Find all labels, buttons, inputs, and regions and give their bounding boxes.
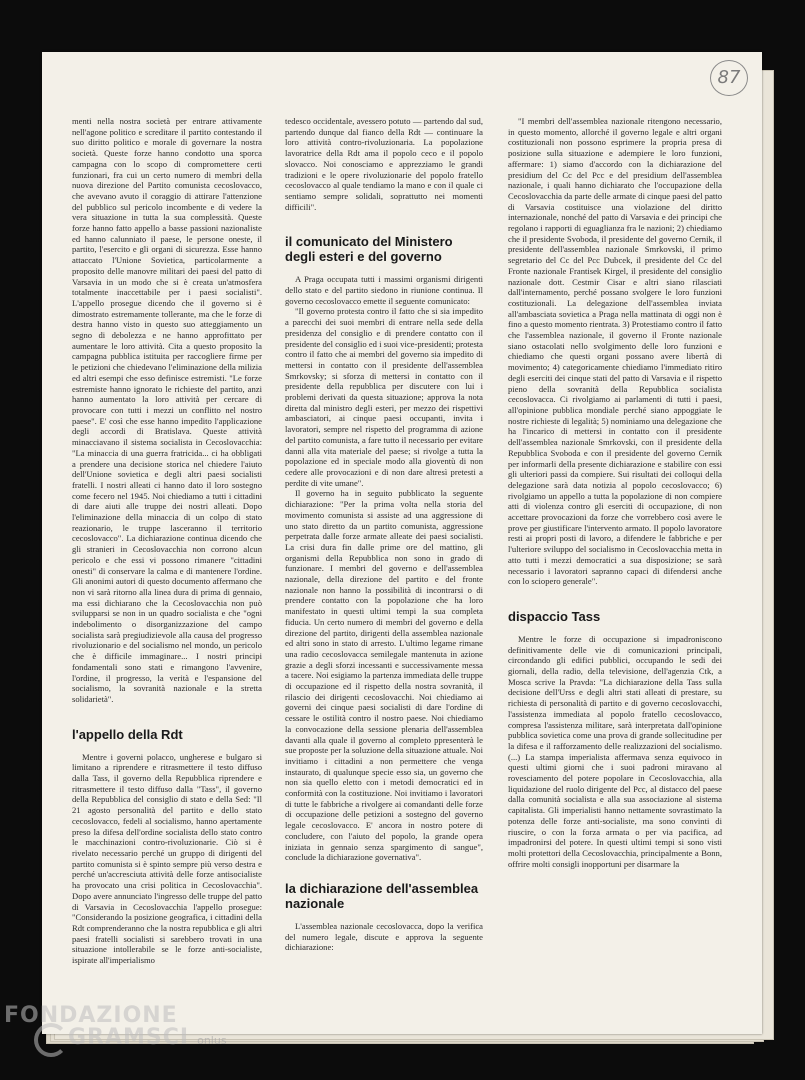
- heading-appello-rdt: l'appello della Rdt: [72, 726, 183, 742]
- logo-g-icon: [34, 1023, 68, 1057]
- column-3: [508, 116, 722, 869]
- paragraph: Il governo ha in seguito pubblicato la seguente dichiarazione: "Per la prima volta nella storia del movimento comunista si assiste ad una aggressione di uno stato diretto da un partito comunista, aggressione perpetrata dalle forze armate alleate dei paesi socialisti. La crisi dura fin dalle prime ore del mattino, gli organismi della Repubblica non sono in grado di funzionare. I membri del governo e dell'assemblea nazionale, della direzione del partito e del fronte nazionale non hanno la possibilità di incontrarsi o di prendere contatto con la popolazione che ha loro manifestato in questi ultimi tempi la sua completa fiducia. Un certo numero di membri del governo e della direzione del partito, dirigenti della assemblea nazionale ed altri sono in stato di arresto. L'ultimo legame rimane una radio cecoslovacca semilegale mantenuta in azione grazie a degli sforzi incessanti e successivamente messa a tacere. Noi esigiamo la partenza immediata delle truppe di occupazione ed il rispetto della nostra sovranità, il rilascio dei dirigenti cecoslovacchi. Noi chiediamo ai governi dei cinque paesi socialisti di dare l'ordine di cessare le ostilità contro il nostro paese. Noi chiediamo la convocazione della sessione plenaria dell'assemblea davanti alla quale il governo al completo ppresenterà le sue proposte per la soluzione della situazione attuale. Noi invitiamo i cittadini a non permettere che venga instaurato, di qualunque specie esso sia, un governo che non sia quello eletto con i metodi democratici ed in conformità con la costituzione. Noi invitiamo i lavoratori di tutte le fabbriche a rivolgere ai comandanti delle forze di occupazione delle petizioni a sostegno del governo legale cecoslovacco. E' ancora in nostro potere di concludere, con l'aiuto del popolo, la grande opera iniziata in gennaio senza spargimento di sangue", conclude la dichiarazione governativa".: [285, 488, 483, 863]
- paragraph: "Il governo protesta contro il fatto che si sia impedito a parecchi dei suoi membri di entrare nella sede della presidenza del consiglio e di prendere contatto con il presidente del consiglio ed i suoi vice-presidenti; protesta contro il fatto che ai membri del governo sia impedito di mettersi in contatto con il presidente dell'assemblea Smrkovsky; si sforza di mettersi in contatto con il presidente della repubblica per discutere con lui i problemi derivati da questa situazione; approva la nota diretta dal ministro degli esteri, per mezzo dei rispettivi ambasciatori, ai cinque paesi occupanti, invita i lavoratori, sempre nel rispetto del programma di azione del partito comunista, a fare tutto il necessario per evitare danni alla vita materiale del paese; si rivolge a tutta la popolazione ed in speciale modo alla gioventù di non cedere alle provocazioni e di non dare altresì pretesti a perdite di vite umane".: [285, 306, 483, 488]
- paragraph: tedesco occidentale, avessero potuto — partendo dal sud, partendo dunque dal fianco della Rdt — continuare la loro attività contro-rivoluzionaria. La popolazione lavoratrice della Rdt ama il popolo ceco e il popolo slovacco. Noi conosciamo e apprezziamo le grandi tradizioni e le opere rivoluzionarie del popolo fratello cecoslovacco al quale tendiamo la mano e con il quale ci sentiamo sempre solidali, soprattutto nei momenti difficili".: [285, 116, 483, 212]
- paragraph: A Praga occupata tutti i massimi organismi dirigenti dello stato e del partito siedono in riunione continua. Il governo cecoslovacco emette il seguente comunicato:: [285, 274, 483, 306]
- page-number: 87: [710, 60, 748, 96]
- column-1: [72, 116, 262, 966]
- watermark-line2: GRAMSCI: [68, 1025, 190, 1050]
- watermark-onlus: onlus: [197, 1034, 227, 1047]
- paragraph: Mentre i governi polacco, ungherese e bulgaro si limitano a riprendere e ritrasmettere il testo diffuso dalla Tass, il governo della Repubblica riprendere e ritrasmettere il testo diffuso dalla "Tass", il governo della Repubblica del consiglio di stato e della Sed: "Il 21 agosto personalità del partito e dello stato cecoslovacco, fedeli al socialismo, hanno apertamente preso la difesa dell'ordine socialista dello stato contro le macchinazioni contro-rivoluzionarie. Ciò si è rivelato necessario perché un gruppo di dirigenti del partito comunista si è spinto sempre più verso destra e perché un'accresciuta attività delle forze antisocialiste ha provocato una crisi politica in Cecoslovacchia". Dopo avere annunciato l'ingresso delle truppe del patto di Varsavia in Cecoslovacchia l'appello prosegue: "Considerando la posizione geografica, i cittadini della Rdt comprenderanno che la nostra repubblica e gli altri paesi fratelli socialisti si sarebbero trovati in una situazione intollerabile se le forze anti-socialiste, ispirate all'imperialismo: [72, 751, 262, 966]
- document-page: [42, 52, 762, 1034]
- watermark: [4, 1005, 227, 1052]
- column-2: [285, 116, 483, 953]
- heading-dichiarazione-assemblea: la dichiarazione dell'assemblea nazionale: [285, 881, 479, 911]
- heading-dispaccio-tass: dispaccio Tass: [508, 608, 601, 624]
- paragraph: L'assemblea nazionale cecoslovacca, dopo la verifica del numero legale, discute e approva la seguente dichiarazione:: [285, 921, 483, 953]
- paragraph: "I membri dell'assemblea nazionale ritengono necessario, in questo momento, allorché il governo legale e altri organi costituzionali non possono esprimere la propria presa di posizione sulla situazione e adempiere le loro funzioni, affermare: 1) siamo d'accordo con la dichiarazione del presidium del Cc del Pcc e del presidium dell'assemblea nazionale, i quali hanno dichiarato che l'occupazione della Cecoslovacchia da parte delle armate di cinque paesi del patto di Varsavia costituisce una violazione del diritto internazionale, nonché del patto di Varsavia e dei principi che regolano i rapporti di eguaglianza fra le nazioni; 2) chiediamo che il presidente Svoboda, il presidente del governo Cernik, il presidente dell'assemblea nazionale Smrkovski, il primo segretario del Cc del Pcc Dubcek, il presidente del Cc del Fronte nazionale Frantisek Kirgel, il presidente del consiglio nazionale dott. Cestmir Cisar e altri siano rilasciati dall'internamento, perché possano svolgere le loro funzioni costituzionali. La delegazione dell'assemblea inviata all'ambasciata sovietica a Praga nella mattinata di oggi non è fino a questo momento rientrata. 3) Protestiamo contro il fatto che l'assemblea nazionale, il governo il Fronte nazionale siano ostacolati nello svolgimento delle loro funzioni e chiediamo che questi organi possano avere libertà di movimento; 4) categoricamente chiediamo l'immediato ritiro degli eserciti dei cinque stati del patto di Varsavia e il rispetto pieno della sovranità della Repubblica socialista cecoslovacca. Ci rivolgiamo ai parlamenti di tutti i paesi, all'opinione pubblica mondiale perché siano appoggiate le nostre richieste di legalità; 5) nominiamo una delegazione che ha l'incarico di mettersi in contatto con il presidente dell'assemblea nazionale Smrkovski, con il presidente della Repubblica Svoboda e con il presidente del governo Cernik per informarli della presente dichiarazione e stabilire con essi gli ulteriori passi da compiere. Sui risultati dei colloqui della delegazione sarà data notizia al popolo cecoslovacco; 6) rivolgiamo un appello a tutta la popolazione di non compiere atti di violenza contro gli eserciti di occupazione, di non accettare provocazioni da forze che vorrebbero così avere le prove per giustificare l'intervento armato. Il popolo lavoratore resti ai propri posti di lavoro, a difendere le fabbriche e per l'ulteriore sviluppo del socialismo in Cecoslovacchia metta in atto tutti i mezzi democratici a sua disposizione; se sarà necessario i lavoratori sapranno capaci di difendersi anche con lo sciopero generale".: [508, 116, 722, 587]
- watermark-line1: FONDAZIONE: [4, 1003, 178, 1028]
- heading-comunicato-ministero: il comunicato del Ministero degli esteri e del governo: [285, 234, 453, 265]
- paragraph: menti nella nostra società per entrare attivamente nell'agone politico e screditare il partito contestando il suo diritto politico e morale di governare la nostra società. Queste forze hanno condotto una sporca campagna con lo scopo di compromettere certi funzionari, fra cui un certo numero di membri della nuova direzione del Partito comunista cecoslovacco, che avevano avuto il coraggio di attirare l'attenzione del pubblico sul pericolo incombente e di vedere la vera situazione in tutta la sua complessità. Queste forze hanno fatto appello a basse passioni nazionaliste ed hanno calunniato il paese, le persone oneste, il partito, l'esercito e gli organi di sicurezza. Esse hanno attaccato l'Unione Sovietica, particolarmente a proposito delle manovre militari dei paesi del patto di Varsavia in un modo che si è creata un'atmosfera totalmente inaccettabile per i paesi socialisti". L'appello prosegue dicendo che il governo si è dimostrato estremamente tollerante, ma che le forze di destra hanno visto in questo suo atteggiamento un segno di debolezza e ne hanno approfittato per aumentare le loro attività. Cita a questo proposito la campagna pubblica istituita per raccogliere firme per le petizioni che chiedevano l'eliminazione della milizia ed altri esempi che esso definisce estremisti. "Le forze estremiste hanno ignorato le richieste del partito, anzi hanno aumentato la loro attività per cercare di provocare con tutti i mezzi un conflitto nel nostro paese". E' così che esse hanno impedito l'applicazione degli accordi di Bratislava. Queste attività minacciavano il sistema socialista in Cecoslovacchia: "La minaccia di una guerra fratricida... ci ha obbligati a prendere una decisione storica nel chiedere l'aiuto dell'Unione sovietica e degli altri paesi socialisti fratelli. I nostri alleati ci hanno dato il loro sostegno come fecero nel 1945. Noi chiediamo a tutti i cittadini di dare aiuti alle truppe dei nostri alleati. Dopo l'eliminazione della minaccia di un colpo di stato reazionario, le truppe lasceranno il territorio cecoslovacco". La dichiarazione continua dicendo che gli stranieri in Cecoslovacchia non corrono alcun pericolo e che essi vi possono rimanere "cittadini onesti" di conservare la calma e di mantenere l'ordine. Gli anonimi autori di questo documento affermano che non vi sarà ritorno alla linea dura di prima di gennaio, ma essi dichiarano che la Cecoslovacchia non può svilupparsi se non in un quadro socialista e che "ogni indebolimento o disorganizzazione del campo socialista sarà pregiudizievole alla causa del progresso rivoluzionario e del socialismo nel mondo, un pericolo che è difficile immaginare... I nostri principi fondamentali sono stati e rimangono l'avvenire, l'ordine, il progresso, la verità e l'espansione del socialismo, la sovranità nazionale e la stretta solidarietà".: [72, 116, 262, 704]
- paragraph: Mentre le forze di occupazione si impadroniscono definitivamente delle vie di comunicazioni principali, circondando gli edifici pubblici, occupando le sedi dei giornali, della radio, della televisione, dell'agenzia Ctk, a Mosca scrive la Pravda: "La dichiarazione della Tass sulla decisione dell'Urss e degli altri stati alleati di prestare, su richiesta di personalità di partito e di governo cecoslovacchi, l'assistenza immediata al popolo fratello cecoslovacco, compresa l'assistenza militare, sarà interpretata dall'opinione pubblica sovietica come una prova di grande sollecitudine per la difesa e il rafforzamento delle realizzazioni del socialismo. (...) La stampa imperialista affermava senza equivoco in questi ultimi giorni che i suoi padroni miravano al rovesciamento del potere popolare in Cecoslovacchia, alla liquidazione del ruolo dirigente del Pcc, al distacco del paese dalla comunità socialista e alla sua associazione al sistema capitalista. Gli imperialisti hanno nettamente sovrastimato la potenza delle forze anti-socialiste, ma sono convinti di riuscire, o con la forza armata o per via pacifica, ad impadronirsi del potere. In questi ultimi tempi si sono visti molti protettori della Cecoslovacchia, principalmente a Bonn, offrire molti consigli inopportuni per disarmare la: [508, 633, 722, 869]
